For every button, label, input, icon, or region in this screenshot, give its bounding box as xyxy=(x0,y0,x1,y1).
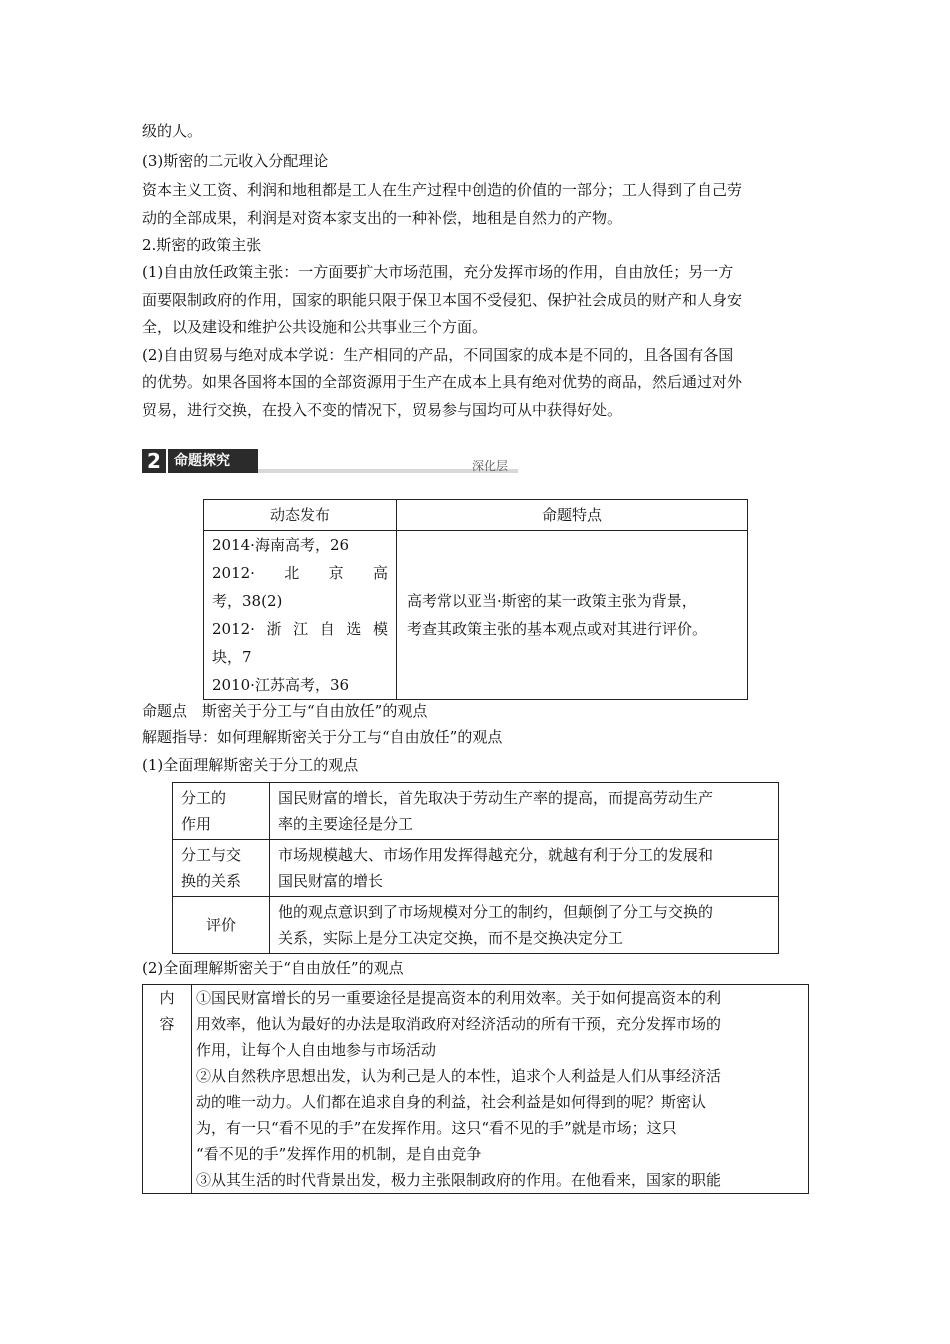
section-layer-label: 深化层 xyxy=(472,459,509,473)
exam-source-line: 考，38(2) xyxy=(212,592,283,610)
row-value-line: 用效率，他认为最好的办法是取消政府对经济活动的所有干预，充分发挥市场的 xyxy=(196,1015,722,1033)
exam-source-line: 块，7 xyxy=(212,648,252,666)
row-value-line: 为，有一只“看不见的手”在发挥作用。这只“看不见的手”就是市场；这只 xyxy=(196,1119,677,1137)
intro-line: (1)自由放任政策主张：一方面要扩大市场范围，充分发挥市场的作用，自由放任；另一方 xyxy=(142,263,734,281)
text-fragment: 2012· xyxy=(212,620,255,638)
exam-source-line xyxy=(212,559,388,587)
mid-line: 命题点 斯密关于分工与“自由放任”的观点 xyxy=(142,702,428,720)
row-value-line: 市场规模越大、市场作用发挥得越充分，就越有利于分工的发展和 xyxy=(278,846,714,864)
exam-source-line: 2010·江苏高考，36 xyxy=(212,676,350,694)
intro-line: 的优势。如果各国将本国的全部资源用于生产在成本上具有绝对优势的商品，然后通过对外 xyxy=(142,373,743,391)
table-row xyxy=(143,985,809,1194)
row-value-line: 作用，让每个人自由地参与市场活动 xyxy=(196,1041,437,1059)
row-value-line: 他的观点意识到了市场规模对分工的制约，但颠倒了分工与交换的 xyxy=(278,903,714,921)
table-header: 命题特点 xyxy=(397,500,748,531)
row-key-line: 作用 xyxy=(181,815,212,833)
row-key xyxy=(173,783,270,840)
text-fragment: 2012· xyxy=(212,564,255,582)
row-value xyxy=(270,783,779,840)
text-fragment: 自 xyxy=(319,620,335,638)
row-value-line: ①国民财富增长的另一重要途径是提高资本的利用效率。关于如何提高资本的利 xyxy=(196,989,722,1007)
text-fragment: 北 xyxy=(284,564,300,582)
sub-heading: (2)全面理解斯密关于“自由放任”的观点 xyxy=(142,959,404,977)
row-value xyxy=(270,897,779,954)
intro-line: 全，以及建设和维护公共设施和公共事业三个方面。 xyxy=(142,318,488,336)
intro-line: 贸易，进行交换，在投入不变的情况下，贸易参与国均可从中获得好处。 xyxy=(142,401,623,419)
text-fragment: 高 xyxy=(372,564,388,582)
text-fragment: 选 xyxy=(346,620,362,638)
mid-line: 解题指导：如何理解斯密关于分工与“自由放任”的观点 xyxy=(142,728,503,746)
mid-line: (1)全面理解斯密关于分工的观点 xyxy=(142,756,359,774)
text-fragment: 江 xyxy=(293,620,309,638)
row-value xyxy=(270,840,779,897)
exam-source-cell xyxy=(204,531,397,700)
row-value-line: 关系，实际上是分工决定交换，而不是交换决定分工 xyxy=(278,929,624,947)
text-fragment: 模 xyxy=(372,620,388,638)
text-fragment: 京 xyxy=(328,564,344,582)
division-table xyxy=(172,782,779,954)
exam-table xyxy=(203,499,748,700)
exam-feature-line: 高考常以亚当·斯密的某一政策主张为背景， xyxy=(407,592,697,610)
table-row xyxy=(173,840,779,897)
row-value-line: 动的唯一动力。人们都在追求自身的利益，社会利益是如何得到的呢？斯密认 xyxy=(196,1093,707,1111)
exam-source-line xyxy=(212,615,388,643)
intro-line: 级的人。 xyxy=(142,122,203,140)
row-key-line: 分工的 xyxy=(181,789,227,807)
row-key-line: 内 xyxy=(159,989,175,1007)
row-value-line: ③从其生活的时代背景出发，极力主张限制政府的作用。在他看来，国家的职能 xyxy=(196,1171,722,1189)
row-key-line: 容 xyxy=(159,1015,175,1033)
table-header: 动态发布 xyxy=(204,500,397,531)
intro-line: (3)斯密的二元收入分配理论 xyxy=(142,152,329,170)
laissez-faire-table xyxy=(142,984,809,1194)
intro-line: 动的全部成果，利润是对资本家支出的一种补偿，地租是自然力的产物。 xyxy=(142,209,623,227)
exam-source-line: 2014·海南高考，26 xyxy=(212,536,350,554)
row-key-line: 换的关系 xyxy=(181,872,242,890)
row-value-line: “看不见的手”发挥作用的机制，是自由竞争 xyxy=(196,1145,482,1163)
row-value-line: 国民财富的增长，首先取决于劳动生产率的提高，而提高劳动生产 xyxy=(278,789,714,807)
row-key xyxy=(173,840,270,897)
exam-feature-cell xyxy=(397,531,748,700)
intro-line: 面要限制政府的作用，国家的职能只限于保卫本国不受侵犯、保护社会成员的财产和人身安 xyxy=(142,291,743,309)
row-value-line: 国民财富的增长 xyxy=(278,872,384,890)
section-title: 命题探究 xyxy=(168,449,258,473)
table-row xyxy=(173,897,779,954)
text-fragment: 浙 xyxy=(266,620,282,638)
row-key-line: 分工与交 xyxy=(181,846,242,864)
table-row xyxy=(173,783,779,840)
section-number: 2 xyxy=(142,449,166,473)
row-value xyxy=(192,985,809,1194)
section-header xyxy=(142,447,522,477)
row-key xyxy=(143,985,192,1194)
row-value-line: 率的主要途径是分工 xyxy=(278,815,414,833)
row-key-line: 评价 xyxy=(205,916,236,934)
row-key xyxy=(173,897,270,954)
intro-line: 2.斯密的政策主张 xyxy=(142,236,262,254)
intro-line: (2)自由贸易与绝对成本学说：生产相同的产品，不同国家的成本是不同的，且各国有各国 xyxy=(142,346,734,364)
intro-line: 资本主义工资、利润和地租都是工人在生产过程中创造的价值的一部分；工人得到了自己劳 xyxy=(142,181,743,199)
row-value-line: ②从自然秩序思想出发，认为利己是人的本性，追求个人利益是人们从事经济活 xyxy=(196,1067,722,1085)
exam-feature-line: 考查其政策主张的基本观点或对其进行评价。 xyxy=(407,620,708,638)
